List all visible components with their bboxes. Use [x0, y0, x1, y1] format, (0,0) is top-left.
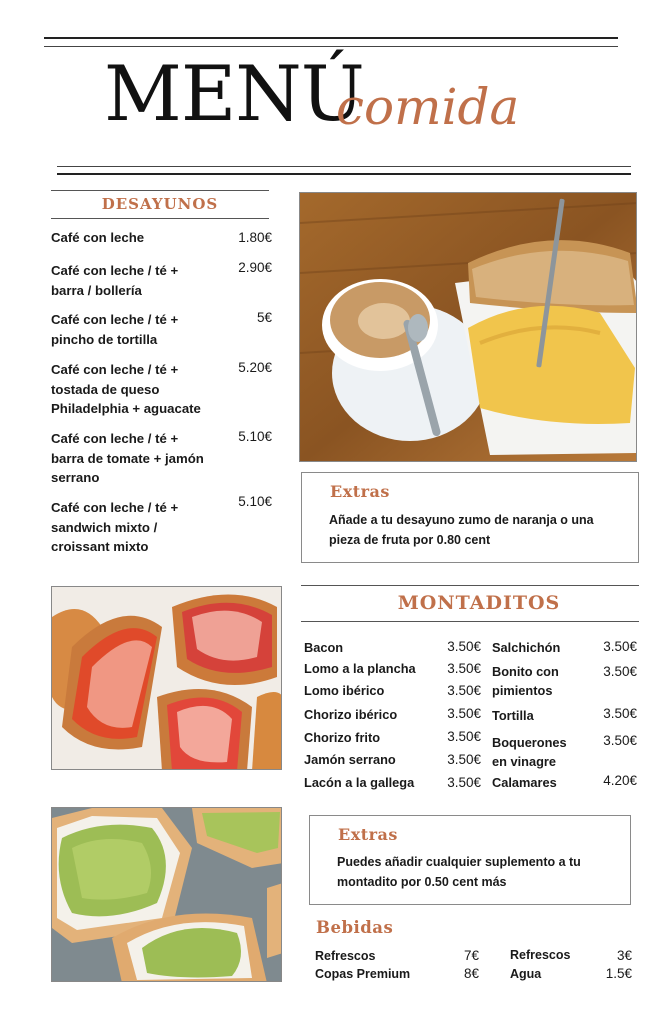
- desayuno-item: Café con leche: [51, 230, 145, 245]
- desayunos-extras-title: Extras: [330, 482, 390, 501]
- desayunos-rule-top: [51, 190, 269, 191]
- montadito-price: 3.50€: [447, 775, 481, 790]
- header-rule-top: [44, 37, 618, 39]
- avocado-toast-photo: [51, 807, 282, 982]
- montadito-price: 3.50€: [603, 664, 637, 679]
- montadito-item: Lomo a la plancha: [304, 661, 416, 676]
- montadito-price: 3.50€: [447, 683, 481, 698]
- bebida-item: Agua: [510, 967, 542, 981]
- desayuno-price: 5.10€: [238, 429, 272, 444]
- bebida-price: 1.5€: [605, 966, 632, 981]
- desayunos-rule-bottom: [51, 218, 269, 219]
- montadito-item: Lacón a la gallega: [304, 775, 415, 790]
- montadito-item: Bonito con pimientos: [492, 664, 559, 698]
- desayunos-title: DESAYUNOS: [101, 195, 219, 213]
- desayuno-item: Café con leche / té + barra / bollería: [51, 263, 179, 298]
- desayunos-extras-text: Añade a tu desayuno zumo de naranja o una pieza de fruta por 0.80 cent: [329, 513, 594, 547]
- jamon-toast-illustration: [52, 587, 282, 770]
- bebida-price: 3€: [616, 948, 632, 963]
- desayuno-item: Café con leche / té + tostada de queso Philadelphia + aguacate: [51, 362, 201, 416]
- montaditos-title: MONTADITOS: [397, 592, 561, 614]
- desayuno-price: 1.80€: [238, 230, 272, 245]
- montadito-price: 3.50€: [447, 639, 481, 654]
- montadito-item: Salchichón: [492, 640, 561, 655]
- header-rule-bottom: [57, 173, 631, 175]
- menu-subtitle: comida: [336, 78, 520, 136]
- header-rule-top-thin: [44, 46, 618, 47]
- montadito-item: Chorizo ibérico: [304, 707, 398, 722]
- montadito-price: 3.50€: [603, 733, 637, 748]
- montadito-item: Tortilla: [492, 708, 534, 723]
- montadito-price: 3.50€: [603, 706, 637, 721]
- montadito-item: Lomo ibérico: [304, 683, 385, 698]
- montaditos-extras-title: Extras: [338, 825, 398, 844]
- header-rule-bottom-thin: [57, 166, 631, 167]
- desayuno-price: 2.90€: [238, 260, 272, 275]
- jamon-toast-photo: [51, 586, 282, 770]
- montadito-price: 3.50€: [447, 706, 481, 721]
- desayuno-price: 5.10€: [238, 494, 272, 509]
- montadito-price: 3.50€: [447, 729, 481, 744]
- montadito-item: Jamón serrano: [304, 752, 396, 767]
- montadito-price: 3.50€: [447, 661, 481, 676]
- montaditos-rule-top: [301, 585, 639, 586]
- desayuno-price: 5€: [256, 310, 272, 325]
- desayuno-item: Café con leche / té + pincho de tortilla: [51, 312, 179, 347]
- menu-title: MENÚ: [104, 49, 364, 138]
- montadito-item: Boquerones en vinagre: [492, 735, 567, 769]
- bebida-item: Copas Premium: [315, 967, 411, 981]
- montadito-item: Chorizo frito: [304, 730, 381, 745]
- bebida-item: Refrescos: [510, 948, 571, 962]
- coffee-tortilla-photo: [299, 192, 637, 462]
- montadito-price: 4.20€: [603, 773, 637, 788]
- bebida-price: 7€: [463, 948, 479, 963]
- montaditos-extras-text: Puedes añadir cualquier suplemento a tu montadito por 0.50 cent más: [337, 855, 581, 889]
- montaditos-rule-bottom: [301, 621, 639, 622]
- coffee-tortilla-illustration: [300, 193, 637, 462]
- montadito-price: 3.50€: [603, 639, 637, 654]
- montadito-item: Calamares: [492, 775, 557, 790]
- bebida-price: 8€: [463, 966, 479, 981]
- bebida-item: Refrescos: [315, 949, 376, 963]
- desayuno-item: Café con leche / té + sandwich mixto / croissant mixto: [51, 500, 179, 554]
- montadito-item: Bacon: [304, 640, 344, 655]
- desayuno-item: Café con leche / té + barra de tomate + jamón serrano: [51, 431, 204, 485]
- montadito-price: 3.50€: [447, 752, 481, 767]
- desayuno-price: 5.20€: [238, 360, 272, 375]
- avocado-toast-illustration: [52, 808, 282, 982]
- bebidas-title: Bebidas: [316, 918, 394, 937]
